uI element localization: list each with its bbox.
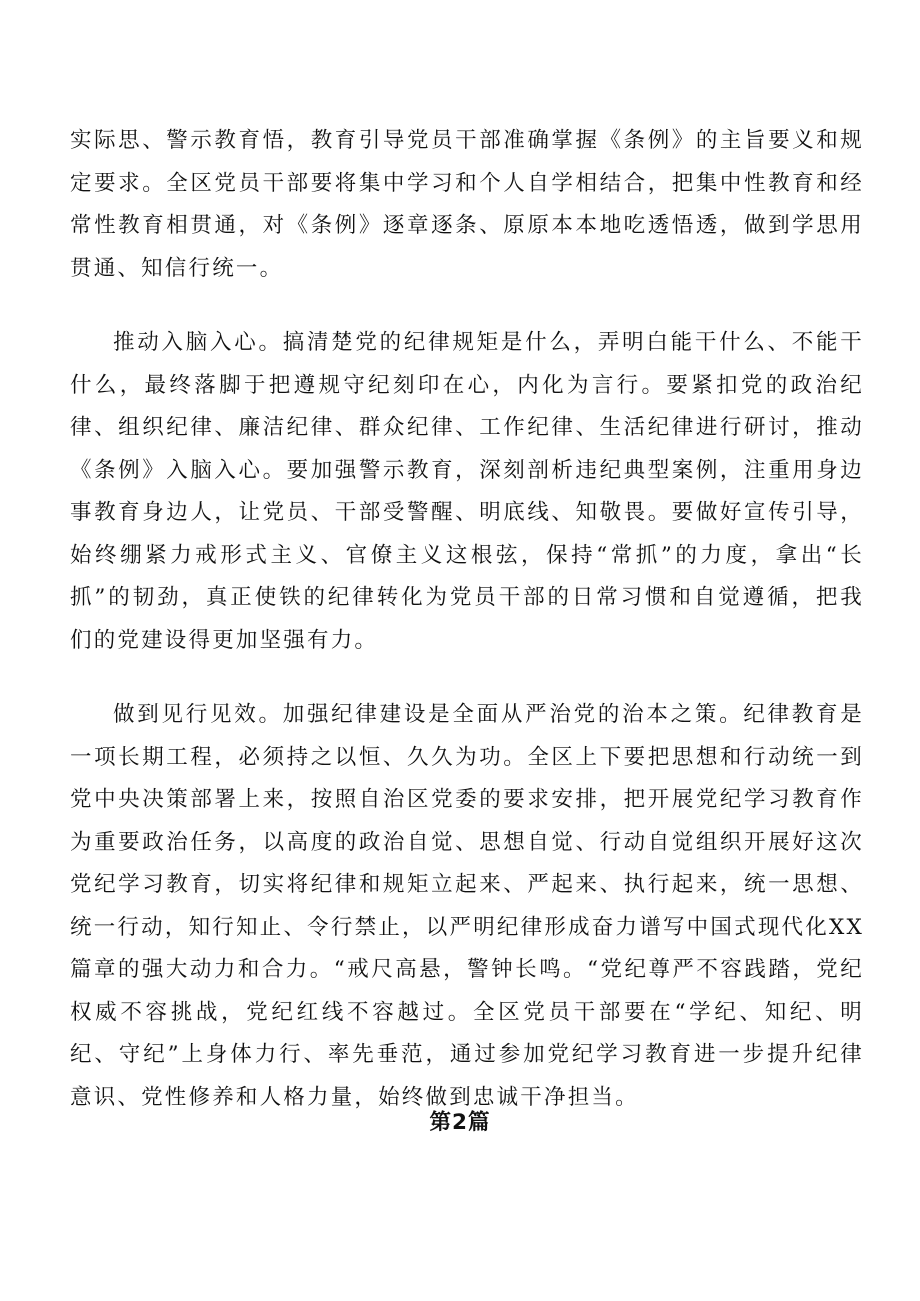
paragraph-brain-and-heart: 推动入脑入心。搞清楚党的纪律规矩是什么，弄明白能干什么、不能干什么，最终落脚于把遵规守纪刻印在心，内化为言行。要紧扣党的政治纪律、组织纪律、廉洁纪律、群众纪律、工作纪律、生活纪律进行研讨，推动《条例》入脑入心。要加强警示教育，深刻剖析违纪典型案例，注重用身边事教育身边人，让党员、干部受警醒、明底线、知敬畏。要做好宣传引导，始终绷紧力戒形式主义、官僚主义这根弦，保持“常抓”的力度，拿出“长抓”的韧劲，真正使铁的纪律转化为党员干部的日常习惯和自觉遵循，把我们的党建设得更加坚强有力。 xyxy=(70,330,864,653)
paragraph-effective-action: 做到见行见效。加强纪律建设是全面从严治党的治本之策。纪律教育是一项长期工程，必须持之以恒、久久为功。全区上下要把思想和行动统一到党中央决策部署上来，按照自治区党委的要求安排，把开展党纪学习教育作为重要政治任务，以高度的政治自觉、思想自觉、行动自觉组织开展好这次党纪学习教育，切实将纪律和规矩立起来、严起来、执行起来，统一思想、统一行动，知行知止、令行禁止，以严明纪律形成奋力谱写中国式现代化XX篇章的强大动力和合力。“戒尺高悬，警钟长鸣。“党纪尊严不容践踏，党纪权威不容挑战，党纪红线不容越过。全区党员干部要在“学纪、知纪、明纪、守纪”上身体力行、率先垂范，通过参加党纪学习教育进一步提升纪律意识、党性修养和人格力量，始终做到忠诚干净担当。 xyxy=(70,702,864,1110)
section-heading: 第2篇 xyxy=(429,1110,491,1135)
paragraph-continuation: 实际思、警示教育悟，教育引导党员干部准确掌握《条例》的主旨要义和规定要求。全区党员干部要将集中学习和个人自学相结合，把集中性教育和经常性教育相贯通，对《条例》逐章逐条、原原本本地吃透悟透，做到学思用贯通、知信行统一。 xyxy=(70,128,864,281)
